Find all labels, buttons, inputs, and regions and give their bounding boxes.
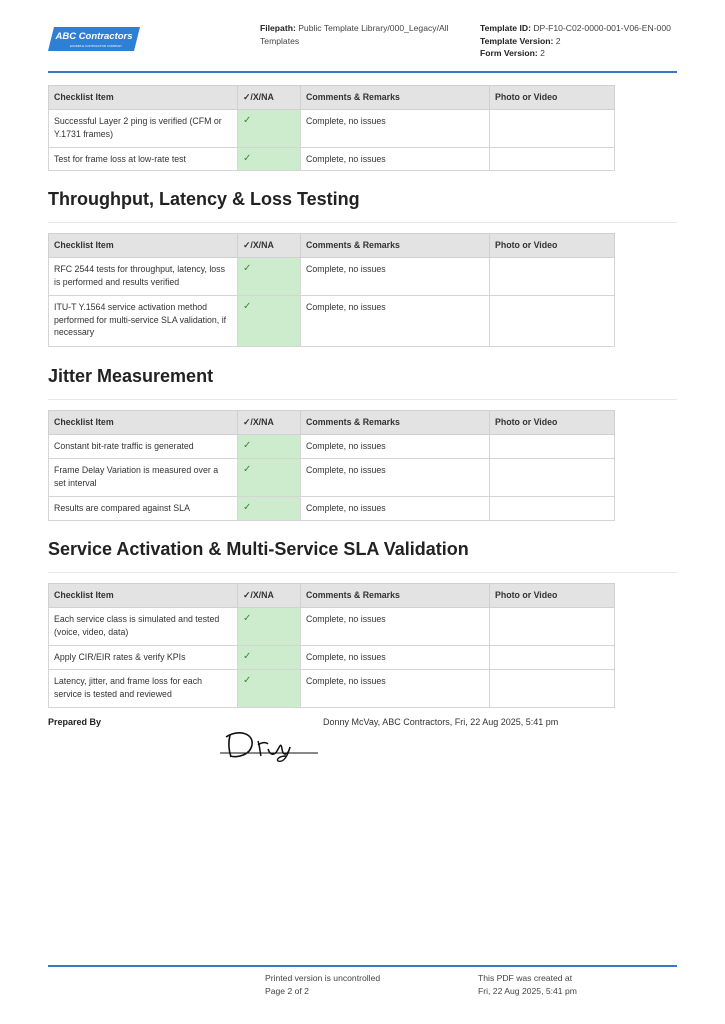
logo-text: ABC Contractors [55,31,133,42]
filepath-label: Filepath: [260,23,296,33]
media-cell [490,497,615,521]
table-row [49,296,615,347]
footer-divider [48,965,677,967]
table-row [49,435,615,459]
table-row [49,459,615,497]
checklist-table [48,583,615,708]
media-cell [490,435,615,459]
template-id-value: DP-F10-C02-0000-001-V06-EN-000 [533,23,671,33]
media-cell [490,608,615,646]
table-row [49,110,615,148]
col-status: ✓/X/NA [238,86,301,110]
status-cell: ✓ [238,148,301,171]
table-row [49,646,615,670]
media-cell [490,296,615,347]
uncontrolled-note: Printed version is uncontrolled [265,973,381,983]
comment-cell: Complete, no issues [301,646,490,670]
item-cell: Results are compared against SLA [49,497,238,521]
page-number: Page 2 of 2 [265,986,309,996]
comment-cell: Complete, no issues [301,670,490,708]
item-cell: Each service class is simulated and tested (voice, video, data) [49,608,238,646]
status-cell: ✓ [238,258,301,296]
status-cell: ✓ [238,435,301,459]
checklist-table [48,233,615,347]
comment-cell: Complete, no issues [301,497,490,521]
col-comments: Comments & Remarks [301,234,490,258]
table-row [49,148,615,171]
table-row [49,670,615,708]
col-comments: Comments & Remarks [301,86,490,110]
section-title: Jitter Measurement [48,366,214,386]
form-version-value: 2 [540,48,545,58]
comment-cell: Complete, no issues [301,459,490,497]
table-header-row [49,234,615,258]
section-divider [48,222,677,223]
media-cell [490,258,615,296]
comment-cell: Complete, no issues [301,110,490,148]
status-cell: ✓ [238,497,301,521]
comment-cell: Complete, no issues [301,435,490,459]
item-cell: Constant bit-rate traffic is generated [49,435,238,459]
col-status: ✓/X/NA [238,584,301,608]
filepath-value: Public Template Library/000_Legacy/All Templates [260,23,449,46]
prepared-by-label: Prepared By [48,717,102,727]
col-photo: Photo or Video [490,234,615,258]
status-cell: ✓ [238,646,301,670]
table-row [49,258,615,296]
section-divider [48,572,677,573]
status-cell: ✓ [238,459,301,497]
status-cell: ✓ [238,110,301,148]
item-cell: Apply CIR/EIR rates & verify KPIs [49,646,238,670]
media-cell [490,459,615,497]
media-cell [490,148,615,171]
comment-cell: Complete, no issues [301,148,490,171]
page-header [0,0,725,74]
col-comments: Comments & Remarks [301,584,490,608]
col-photo: Photo or Video [490,411,615,435]
col-checklist-item: Checklist Item [49,411,238,435]
section-divider [48,399,677,400]
media-cell [490,670,615,708]
section-title: Service Activation & Multi-Service SLA Validation [48,539,469,559]
checklist-table [48,410,615,521]
table-row [49,497,615,521]
col-photo: Photo or Video [490,584,615,608]
form-version-label: Form Version: [480,48,538,58]
table-row [49,608,615,646]
created-label: This PDF was created at [478,973,573,983]
prepared-by-text: Donny McVay, ABC Contractors, Fri, 22 Aug 2025, 5:41 pm [323,717,559,727]
company-logo [48,26,140,52]
col-status: ✓/X/NA [238,411,301,435]
col-status: ✓/X/NA [238,234,301,258]
item-cell: Test for frame loss at low-rate test [49,148,238,171]
media-cell [490,110,615,148]
item-cell: RFC 2544 tests for throughput, latency, loss is performed and results verified [49,258,238,296]
footer-created-info [478,972,577,998]
comment-cell: Complete, no issues [301,608,490,646]
comment-cell: Complete, no issues [301,258,490,296]
logo-tagline: EXAMPLE CONTRACTOR COMPANY [70,44,122,48]
template-id-label: Template ID: [480,23,531,33]
filepath-block [260,22,460,47]
col-checklist-item: Checklist Item [49,584,238,608]
signature-image [218,725,322,765]
col-comments: Comments & Remarks [301,411,490,435]
col-photo: Photo or Video [490,86,615,110]
item-cell: Latency, jitter, and frame loss for each service is tested and reviewed [49,670,238,708]
checklist-table [48,85,615,171]
item-cell: Successful Layer 2 ping is verified (CFM or Y.1731 frames) [49,110,238,148]
item-cell: ITU-T Y.1564 service activation method performed for multi-service SLA validation, if necessary [49,296,238,347]
footer-page-info [265,972,380,998]
table-header-row [49,411,615,435]
table-header-row [49,584,615,608]
media-cell [490,646,615,670]
header-divider [48,71,677,73]
section-title: Throughput, Latency & Loss Testing [48,189,360,209]
status-cell: ✓ [238,670,301,708]
created-value: Fri, 22 Aug 2025, 5:41 pm [478,986,577,996]
template-info [480,22,720,60]
template-version-label: Template Version: [480,35,554,46]
status-cell: ✓ [238,296,301,347]
table-header-row [49,86,615,110]
col-checklist-item: Checklist Item [49,86,238,110]
template-version-value: 2 [555,35,561,46]
status-cell: ✓ [238,608,301,646]
item-cell: Frame Delay Variation is measured over a set interval [49,459,238,497]
col-checklist-item: Checklist Item [49,234,238,258]
comment-cell: Complete, no issues [301,296,490,347]
